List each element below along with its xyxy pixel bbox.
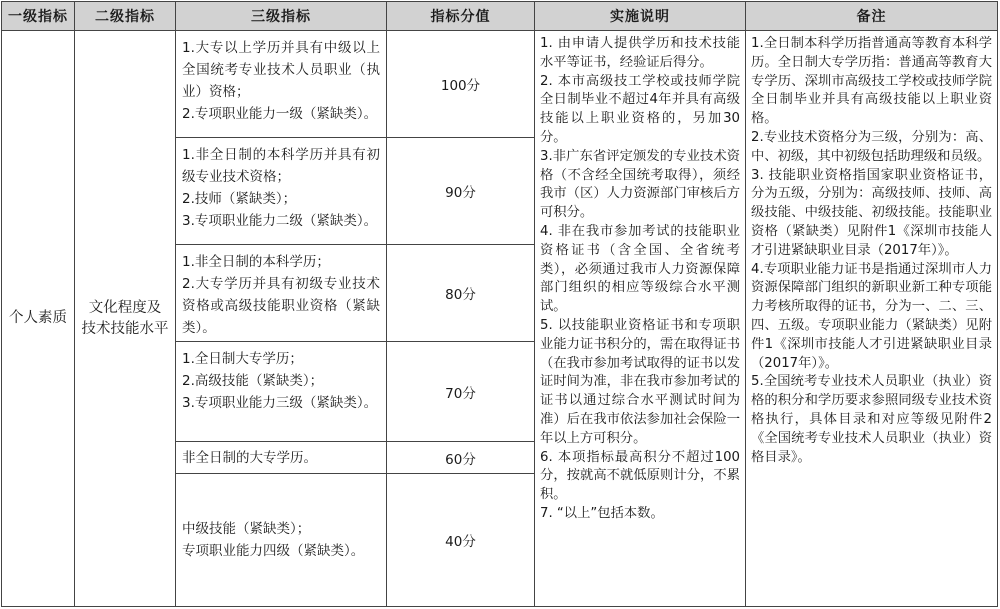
remark-item: 5.全国统考专业技术人员职业（执业）资格的积分和学历要求参照同级专业技术资格执行，具体目录和对应等级见附件2《全国统考专业技术人员职业（执业）资格目录》。 — [751, 374, 992, 465]
header-level3: 三级指标 — [176, 2, 387, 31]
level2-label-line: 技术技能水平 — [81, 320, 169, 337]
header-level2: 二级指标 — [75, 2, 176, 31]
implementation-item: 1. 由申请人提供学历和技术技能水平等证书，经验证后得分。 — [540, 36, 740, 70]
criteria-cell — [176, 474, 387, 607]
header-level1: 一级指标 — [2, 2, 75, 31]
level1-label: 个人素质 — [9, 310, 67, 326]
criteria-item: 1.非全日制的本科学历并具有初级专业技术资格； — [182, 147, 380, 185]
criteria-cell — [176, 342, 387, 442]
header-score: 指标分值 — [387, 2, 535, 31]
criteria-cell — [176, 245, 387, 342]
criteria-item: 1.非全日制的本科学历； — [182, 254, 330, 270]
criteria-item: 3.专项职业能力二级（紧缺类）。 — [182, 213, 378, 229]
implementation-item: 5. 以技能职业资格证书和专项职业能力证书积分的，需在取得证书（在我市参加考试取得的证书以发证时间为准，非在我市参加考试的证书以通过综合水平测试时间为准）后在我市依法参加社会保险一年以上方可积分。 — [540, 317, 740, 446]
header-implementation: 实施说明 — [535, 2, 746, 31]
score-cell: 80分 — [387, 245, 535, 342]
criteria-item: 专项职业能力四级（紧缺类）。 — [182, 543, 365, 559]
score-cell: 40分 — [387, 474, 535, 607]
implementation-item: 3.非广东省评定颁发的专业技术资格（不含经全国统考取得），须经我市（区）人力资源部门审核后方可积分。 — [540, 148, 740, 221]
criteria-cell — [176, 442, 387, 474]
remarks-notes — [746, 31, 998, 607]
score-cell: 60分 — [387, 442, 535, 474]
criteria-item: 2.专项职业能力一级（紧缺类）。 — [182, 106, 378, 122]
level2-cell — [75, 31, 176, 607]
remark-item: 3. 技能职业资格指国家职业资格证书，分为五级，分别为：高级技师、技师、高级技能、中级技能、初级技能。技能职业资格（紧缺类）见附件1《深圳市技能人才引进紧缺职业目录（2017年）》。 — [751, 167, 992, 258]
header-row — [2, 2, 998, 31]
level2-label-line: 文化程度及 — [88, 299, 162, 316]
remark-item: 4.专项职业能力证书是指通过深圳市人力资源保障部门组织的新职业新工种专项能力考核所取得的证书，分为一、二、三、四、五级。专项职业能力（紧缺类）见附件1《深圳市技能人才引进紧缺职业目录（2017年）》。 — [751, 261, 992, 371]
criteria-item: 中级技能（紧缺类）； — [182, 521, 311, 537]
criteria-item: 1.大专以上学历并具有中级以上全国统考专业技术人员职业（执业）资格； — [182, 40, 380, 100]
criteria-item: 3.专项职业能力三级（紧缺类）。 — [182, 395, 378, 411]
criteria-cell — [176, 138, 387, 245]
implementation-item: 2. 本市高级技工学校或技师学院全日制毕业不超过4年并具有高级技能以上职业资格的，另加30分。 — [540, 73, 740, 145]
remark-item: 1.全日制本科学历指普通高等教育本科学历。全日制大专学历指：普通高等教育大专学历、深圳市高级技工学校或技师学院全日制毕业并具有高级技能以上职业资格。 — [751, 36, 992, 127]
remark-item: 2.专业技术资格分为三级，分别为：高、中、初级，其中初级包括助理级和员级。 — [751, 129, 992, 164]
score-cell: 100分 — [387, 31, 535, 138]
table-row — [2, 31, 998, 138]
implementation-item: 4. 非在我市参加考试的技能职业资格证书（含全国、全省统考类），必须通过我市人力资源保障部门组织的相应等级综合水平测试。 — [540, 223, 740, 315]
criteria-item: 非全日制的大专学历。 — [182, 449, 317, 466]
score-cell: 70分 — [387, 342, 535, 442]
scoring-table — [1, 1, 998, 607]
criteria-cell — [176, 31, 387, 138]
implementation-item: 6. 本项指标最高积分不超过100分，按就高不就低原则计分，不累积。 — [540, 449, 740, 503]
implementation-item: 7. “以上”包括本数。 — [540, 505, 664, 521]
implementation-notes — [535, 31, 746, 607]
criteria-item: 2.技师（紧缺类）； — [182, 191, 297, 207]
level1-cell — [2, 31, 75, 607]
criteria-item: 2.大专学历并具有初级专业技术资格或高级技能职业资格（紧缺类）。 — [182, 276, 380, 336]
criteria-item: 2.高级技能（紧缺类）； — [182, 373, 324, 389]
criteria-item: 1.全日制大专学历； — [182, 351, 303, 367]
header-remarks: 备注 — [746, 2, 998, 31]
score-cell: 90分 — [387, 138, 535, 245]
